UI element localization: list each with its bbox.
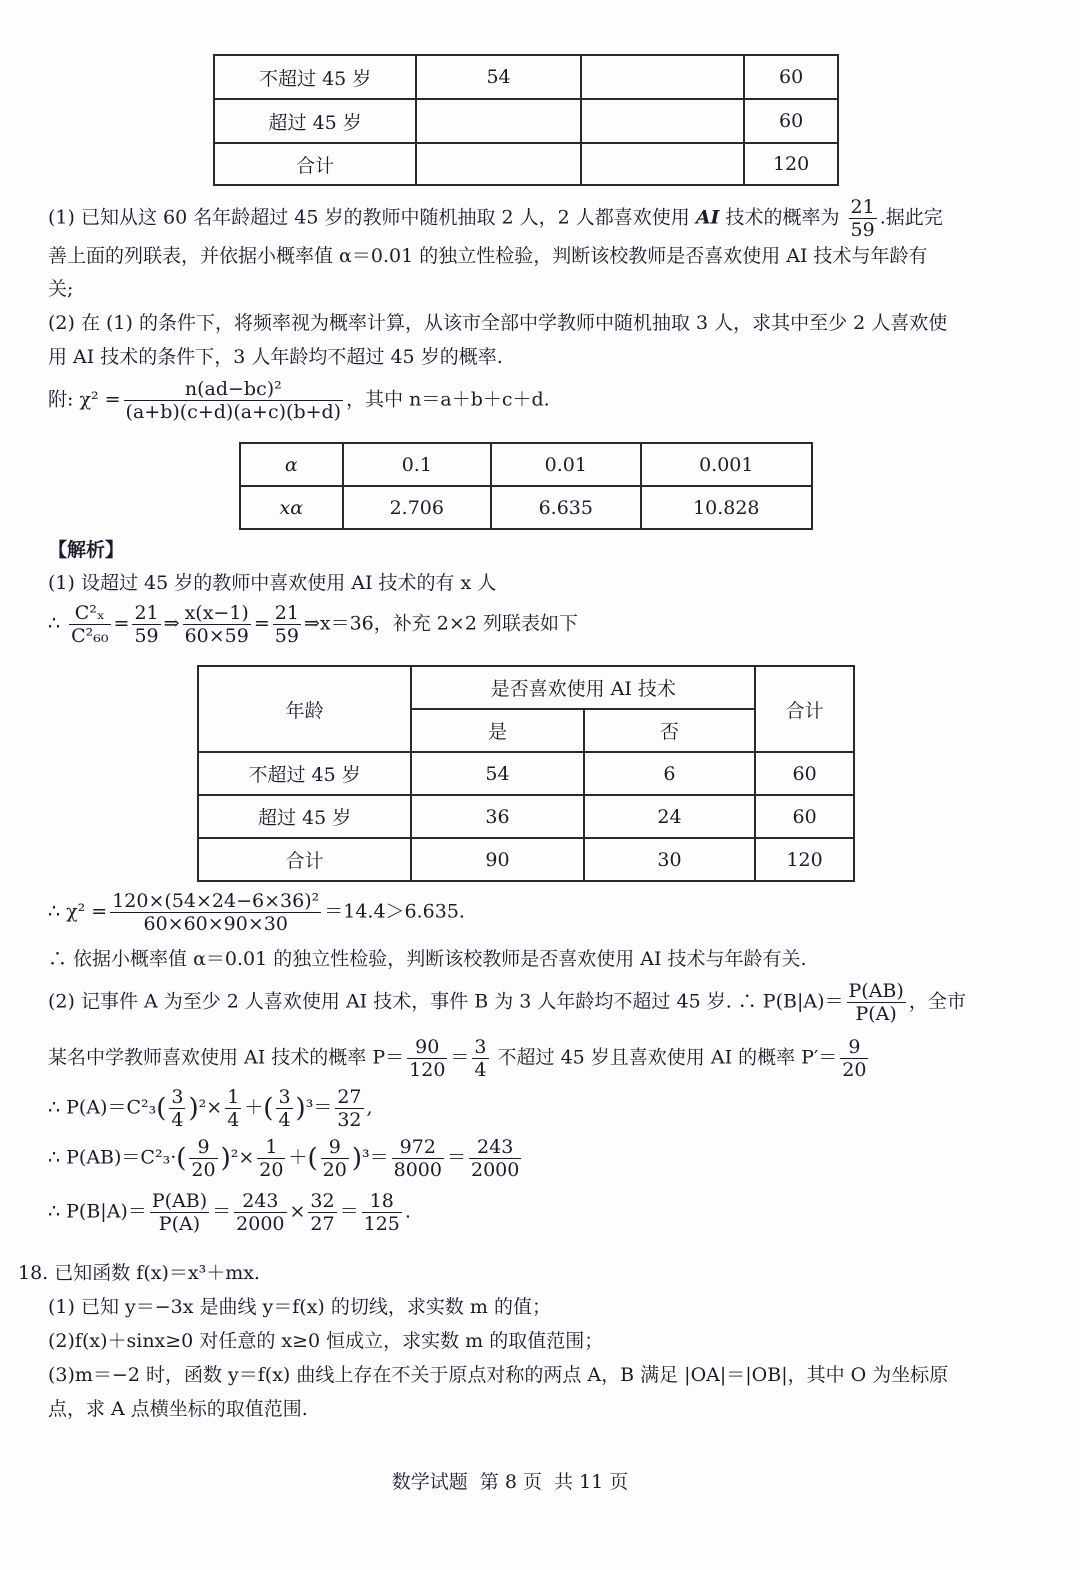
row-label: 合计: [198, 838, 411, 881]
table-row: [198, 838, 854, 881]
solution-tag: 【解析】: [48, 539, 125, 561]
critical-value: 6.635: [491, 486, 640, 529]
row-label: 超过 45 岁: [198, 795, 411, 838]
row-label: 不超过 45 岁: [214, 55, 416, 99]
cell-no: 24: [584, 795, 755, 838]
q1-line3: 关;: [48, 278, 74, 300]
fraction: $\frac{3}{4}$: [171, 1086, 184, 1131]
part2-line2: 某名中学教师喜欢使用 AI 技术的概率 P＝ $\frac{90}{120}$ ＝ $\frac{3}{4}$ 不超过 45 岁且喜欢使用 AI 的概率 P′＝ $\frac{9}{20}$: [48, 1036, 867, 1081]
fraction: $\frac{9}{20}$: [322, 1136, 347, 1181]
q18-item2: (2)f(x)＋sinx≥0 对任意的 x≥0 恒成立，求实数 m 的取值范围；: [48, 1330, 604, 1352]
fraction: $\frac{1}{20}$: [259, 1136, 284, 1181]
fraction: $\frac{27}{32}$: [337, 1086, 362, 1131]
top-table: [213, 54, 839, 186]
page-footer: 数学试题 第 8 页 共 11 页: [391, 1471, 629, 1493]
age-header: 年龄: [198, 666, 411, 752]
table-row: [214, 99, 838, 143]
cell-yes: 54: [411, 752, 583, 795]
critical-value: 2.706: [343, 486, 491, 529]
alpha-value: 0.01: [491, 443, 640, 486]
no-header: 否: [584, 709, 755, 752]
table-row: [214, 55, 838, 99]
chi-square-fraction: $\frac{\text{n(ad−bc)²}}{(a+b)(c+d)(a+c)(b+d)}$: [125, 378, 342, 423]
fraction: $\frac{\text{C²ₓ}}{\text{C²₆₀}}$: [71, 602, 109, 647]
fraction: $\frac{972}{8000}$: [393, 1136, 442, 1181]
q18-item4: 点，求 A 点横坐标的取值范围.: [48, 1398, 308, 1420]
solution-step1: (1) 设超过 45 岁的教师中喜欢使用 AI 技术的有 x 人: [48, 572, 497, 594]
q18-item3: (3)m＝−2 时，函数 y＝f(x) 曲线上存在不关于原点对称的两点 A，B 满足 |OA|＝|OB|，其中 O 为坐标原: [48, 1364, 949, 1386]
fraction: $\frac{3}{4}$: [474, 1036, 487, 1081]
fraction: $\frac{243}{2000}$: [470, 1136, 520, 1181]
group-header: 是否喜欢使用 AI 技术: [411, 666, 755, 709]
cell-no: 6: [584, 752, 755, 795]
fraction: $\frac{1}{4}$: [227, 1086, 240, 1131]
fraction: $\frac{x(x-1)}{60\times 59}$: [184, 602, 249, 647]
cell-yes: [416, 99, 580, 143]
fraction: $\frac{P(AB)}{P(A)}$: [151, 1190, 208, 1235]
q1-line1: (1) 已知从这 60 名年龄超过 45 岁的教师中随机抽取 2 人，2 人都喜欢使用 AI 技术的概率为 $\frac{21}{59}$ .据此完: [48, 196, 943, 241]
part2-line1: (2) 记事件 A 为至少 2 人喜欢使用 AI 技术，事件 B 为 3 人年龄均不超过 45 岁. ∴ P(B|A)＝ $\frac{P(AB)}{P(A)}$ ，全市: [48, 980, 966, 1025]
cell-yes: 54: [416, 55, 580, 99]
pab-calc: ∴ P(AB)＝C²₃·( $\frac{9}{20}$ )²× $\frac{1}{20}$ ＋( $\frac{9}{20}$ )³＝ $\frac{972}{8000}$ ＝ $\frac{243}{2000}$: [48, 1136, 520, 1181]
cell-total: 60: [744, 99, 838, 143]
cell-total: 60: [755, 795, 854, 838]
alpha-table: [239, 442, 813, 530]
cell-total: 60: [744, 55, 838, 99]
q1-line2: 善上面的列联表，并依据小概率值 α＝0.01 的独立性检验，判断该校教师是否喜欢使用 AI 技术与年龄有: [48, 245, 928, 267]
table-row: [240, 486, 812, 529]
table-header-row: [198, 666, 854, 709]
appendix-formula: 附: χ² = $\frac{\text{n(ad−bc)²}}{(a+b)(c+d)(a+c)(b+d)}$ ，其中 n＝a＋b＋c＋d.: [48, 378, 550, 423]
contingency-table: [197, 665, 855, 882]
alpha-value: 0.1: [343, 443, 491, 486]
fraction: $\frac{9}{20}$: [842, 1036, 867, 1081]
fraction: $\frac{21}{59}$: [274, 602, 299, 647]
table-row: [198, 752, 854, 795]
q2-line1: (2) 在 (1) 的条件下，将频率视为概率计算，从该市全部中学教师中随机抽取 3 人，求其中至少 2 人喜欢使: [48, 312, 948, 334]
total-header: 合计: [755, 666, 854, 752]
pa-calc: ∴ P(A)＝C²₃( $\frac{3}{4}$ )²× $\frac{1}{4}$ ＋( $\frac{3}{4}$ )³＝ $\frac{27}{32}$ ,: [48, 1086, 373, 1131]
fraction: $\frac{9}{20}$: [191, 1136, 216, 1181]
cell-total: 60: [755, 752, 854, 795]
cell-yes: 36: [411, 795, 583, 838]
fraction: $\frac{32}{27}$: [310, 1190, 335, 1235]
q18-title: 18. 已知函数 f(x)＝x³＋mx.: [18, 1262, 260, 1284]
cell-no: [581, 55, 744, 99]
table-row: [198, 795, 854, 838]
alpha-header: α: [240, 443, 343, 486]
row-label: 不超过 45 岁: [198, 752, 411, 795]
fraction: $\frac{\text{120×(54×24−6×36)²}}{60\times 60\times 90\times 30}$: [112, 890, 320, 935]
solution-step2: ∴ $\frac{\text{C²ₓ}}{\text{C²₆₀}}$ = $\frac{21}{59}$ ⇒ $\frac{x(x-1)}{60\times 59}$ = $\frac{21}{59}$ ⇒x＝36，补充 2×2 列联表如下: [48, 602, 578, 647]
cell-no: 30: [584, 838, 755, 881]
chi-square-calc: ∴ χ² = $\frac{\text{120×(54×24−6×36)²}}{60\times 60\times 90\times 30}$ ＝14.4＞6.635.: [48, 890, 465, 935]
q2-line2: 用 AI 技术的条件下，3 人年龄均不超过 45 岁的概率.: [48, 346, 503, 368]
critical-value: 10.828: [641, 486, 812, 529]
conclusion: ∴ 依据小概率值 α＝0.01 的独立性检验，判断该校教师是否喜欢使用 AI 技术与年龄有关.: [48, 948, 807, 970]
fraction: $\frac{90}{120}$: [409, 1036, 446, 1081]
fraction: $\frac{243}{2000}$: [236, 1190, 285, 1235]
pba-calc: ∴ P(B|A)＝ $\frac{P(AB)}{P(A)}$ ＝ $\frac{243}{2000}$ × $\frac{32}{27}$ ＝ $\frac{18}{125}$ .: [48, 1190, 411, 1235]
cell-no: [581, 99, 744, 143]
fraction: $\frac{3}{4}$: [278, 1086, 291, 1131]
fraction: $\frac{21}{59}$: [850, 196, 875, 241]
fraction: $\frac{P(AB)}{P(A)}$: [848, 980, 904, 1025]
fraction: $\frac{21}{59}$: [134, 602, 159, 647]
row-label: 超过 45 岁: [214, 99, 416, 143]
row-label: 合计: [214, 143, 416, 185]
q18-item1: (1) 已知 y＝−3x 是曲线 y＝f(x) 的切线，求实数 m 的值；: [48, 1296, 551, 1318]
cell-no: [581, 143, 744, 185]
cell-yes: [416, 143, 580, 185]
alpha-value: 0.001: [641, 443, 812, 486]
cell-total: 120: [755, 838, 854, 881]
yes-header: 是: [411, 709, 583, 752]
cell-total: 120: [744, 143, 838, 185]
cell-yes: 90: [411, 838, 583, 881]
table-row: [240, 443, 812, 486]
table-row: [214, 143, 838, 185]
x-alpha-header: xα: [240, 486, 343, 529]
fraction: $\frac{18}{125}$: [363, 1190, 400, 1235]
